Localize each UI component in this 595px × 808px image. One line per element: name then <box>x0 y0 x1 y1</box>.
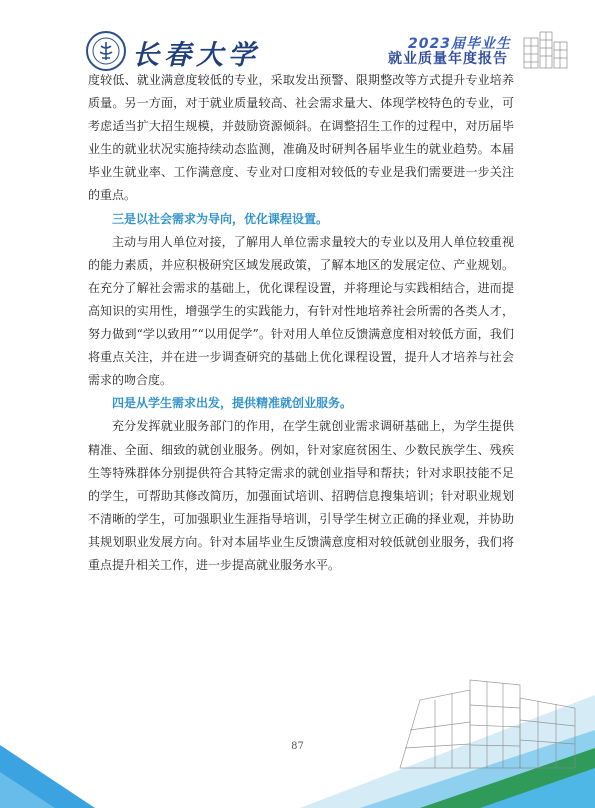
body-paragraph: 度较低、就业满意度较低的专业，采取发出预警、限期整改等方式提升专业培养质量。另一方面，对于就业质量较高、社会需求量大、体现学校特色的专业，可考虑适当扩大招生规模，并鼓励资源倾斜。在调整招生工作的过程中，对历届毕业生的就业状况实施持续动态监测，准确及时研判各届毕业生的就业趋势。本届毕业生就业率、工作满意度、专业对口度相对较低的专业是我们需要进一步关注的重点。 <box>88 73 514 203</box>
university-name: 长春大学 <box>132 40 260 71</box>
report-badge <box>388 33 523 69</box>
report-body <box>88 69 514 577</box>
section-heading: 三是以社会需求为导向，优化课程设置。 <box>112 211 329 226</box>
page-number: 87 <box>291 741 304 752</box>
report-title: 就业质量年度报告 <box>388 51 508 67</box>
page-header <box>0 0 595 70</box>
section-heading: 四是从学生需求出发，提供精准就创业服务。 <box>112 396 353 411</box>
university-emblem-icon <box>86 31 126 71</box>
footer-decoration <box>0 660 595 808</box>
building-decoration-icon <box>520 28 570 70</box>
body-paragraph: 主动与用人单位对接，了解用人单位需求量较大的专业以及用人单位较重视的能力素质，并应积极研究区域发展政策，了解本地区的发展定位、产业规划。在充分了解社会需求的基础上，优化课程设置，并将理论与实践相结合，进而提高知识的实用性，增强学生的实践能力，有针对性地培养社会所需的各类人才，努力做到“学以致用”“以用促学”。针对用人单位反馈满意度相对较低方面，我们将重点关注，并在进一步调查研究的基础上优化课程设置，提升人才培养与社会需求的吻合度。 <box>88 234 514 388</box>
body-paragraph: 充分发挥就业服务部门的作用，在学生就创业需求调研基础上，为学生提供精准、全面、细致的就创业服务。例如，针对家庭贫困生、少数民族学生、残疾生等特殊群体分别提供符合其特定需求的就创业指导和帮扶；针对求职技能不足的学生，可帮助其修改简历，加强面试培训、招聘信息搜集培训；针对职业规划不清晰的学生，可加强职业生涯指导培训，引导学生树立正确的择业观，并协助其规划职业发展方向。针对本届毕业生反馈满意度相对较低就创业服务，我们将重点提升相关工作，进一步提高就业服务水平。 <box>88 419 514 572</box>
report-year: 2023届毕业生 <box>408 36 511 52</box>
